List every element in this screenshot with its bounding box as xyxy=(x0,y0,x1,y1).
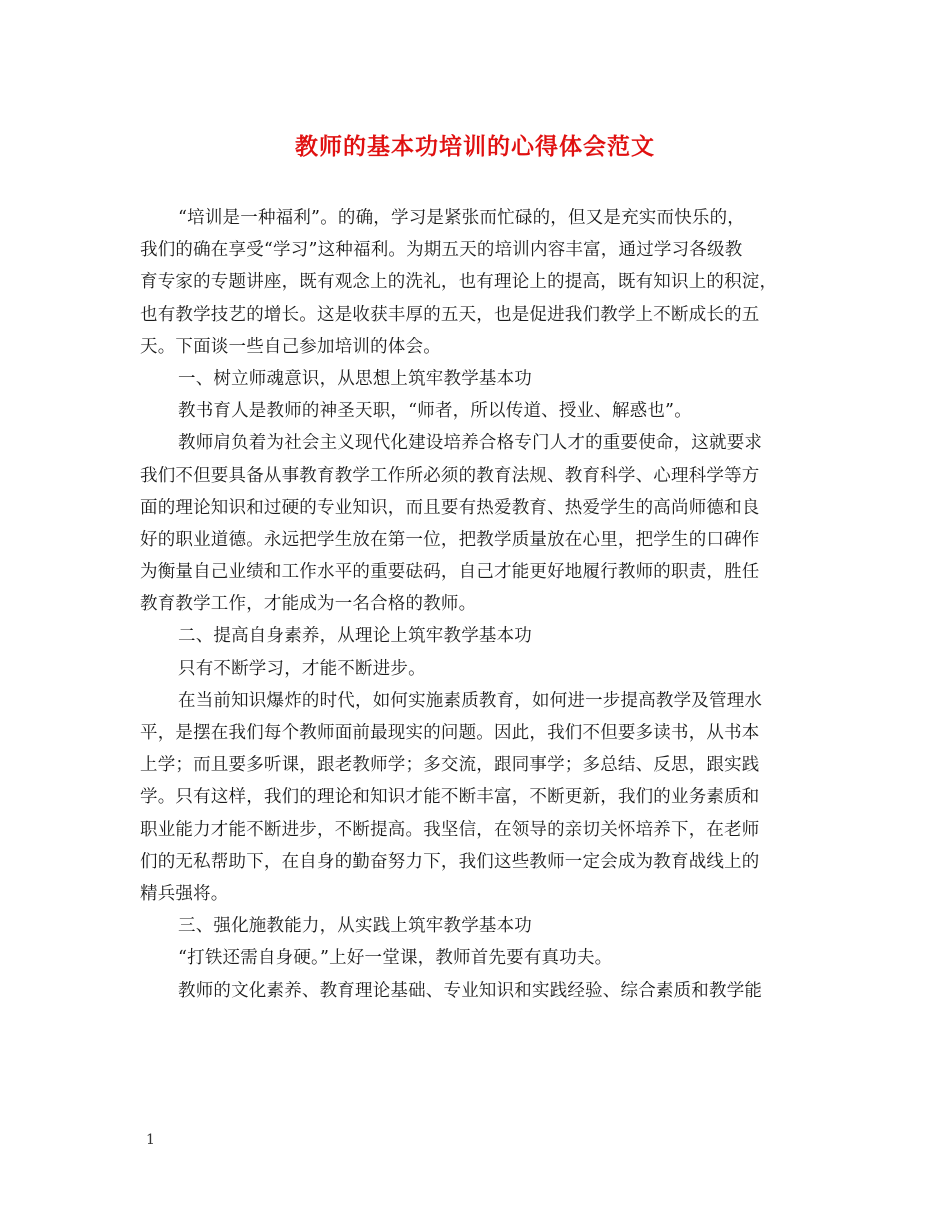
text-line: 为衡量自己业绩和工作水平的重要砝码，自己才能更好地履行教师的职责，胜任 xyxy=(140,562,760,583)
section-heading: 二、提高自身素养，从理论上筑牢教学基本功 xyxy=(178,626,532,647)
text-line: 学。只有这样，我们的理论和知识才能不断丰富，不断更新，我们的业务素质和 xyxy=(140,787,760,808)
text-line: “打铁还需自身硬。”上好一堂课，教师首先要有真功夫。 xyxy=(178,948,613,969)
text-line: 好的职业道德。永远把学生放在第一位，把教学质量放在心里，把学生的口碑作 xyxy=(140,529,760,550)
section-heading: 一、树立师魂意识，从思想上筑牢教学基本功 xyxy=(178,368,532,389)
text-line: 教师的文化素养、教育理论基础、专业知识和实践经验、综合素质和教学能 xyxy=(178,980,763,1001)
text-line: 教师肩负着为社会主义现代化建设培养合格专门人才的重要使命，这就要求 xyxy=(178,433,763,454)
document-body xyxy=(140,202,820,1007)
document-title: 教师的基本功培训的心得体会范文 xyxy=(295,133,655,160)
text-line: 教育教学工作，才能成为一名合格的教师。 xyxy=(140,594,477,615)
text-line: 我们的确在享受“学习”这种福利。为期五天的培训内容丰富，通过学习各级教 xyxy=(140,240,743,261)
text-line: 平，是摆在我们每个教师面前最现实的问题。因此，我们不但要多读书，从书本 xyxy=(140,723,760,743)
page-number: 1 xyxy=(146,1132,155,1148)
text-line: 教书育人是教师的神圣天职，“师者，所以传道、授业、解惑也”。 xyxy=(178,401,692,422)
section-heading: 三、强化施教能力，从实践上筑牢教学基本功 xyxy=(178,916,532,937)
text-line: 职业能力才能不断进步，不断提高。我坚信，在领导的亲切关怀培养下，在老师 xyxy=(140,819,760,840)
text-line: 上学；而且要多听课，跟老教师学；多交流，跟同事学；多总结、反思，跟实践 xyxy=(140,755,760,776)
text-line: 们的无私帮助下，在自身的勤奋努力下，我们这些教师一定会成为教育战线上的 xyxy=(140,851,760,872)
text-line: “培训是一种福利”。的确，学习是紧张而忙碌的，但又是充实而快乐的， xyxy=(178,208,745,228)
text-line: 我们不但要具备从事教育教学工作所必须的教育法规、教育科学、心理科学等方 xyxy=(140,465,760,486)
text-line: 面的理论知识和过硬的专业知识，而且要有热爱教育、热爱学生的高尚师德和良 xyxy=(140,497,760,518)
text-line: 精兵强将。 xyxy=(140,883,229,904)
text-line: 天。下面谈一些自己参加培训的体会。 xyxy=(140,336,441,357)
text-line: 只有不断学习，才能不断进步。 xyxy=(178,658,426,679)
text-line: 也有教学技艺的增长。这是收获丰厚的五天，也是促进我们教学上不断成长的五 xyxy=(140,304,760,325)
text-line: 育专家的专题讲座，既有观念上的洗礼，也有理论上的提高，既有知识上的积淀， xyxy=(140,272,778,293)
text-line: 在当前知识爆炸的时代，如何实施素质教育，如何进一步提高教学及管理水 xyxy=(178,690,763,711)
